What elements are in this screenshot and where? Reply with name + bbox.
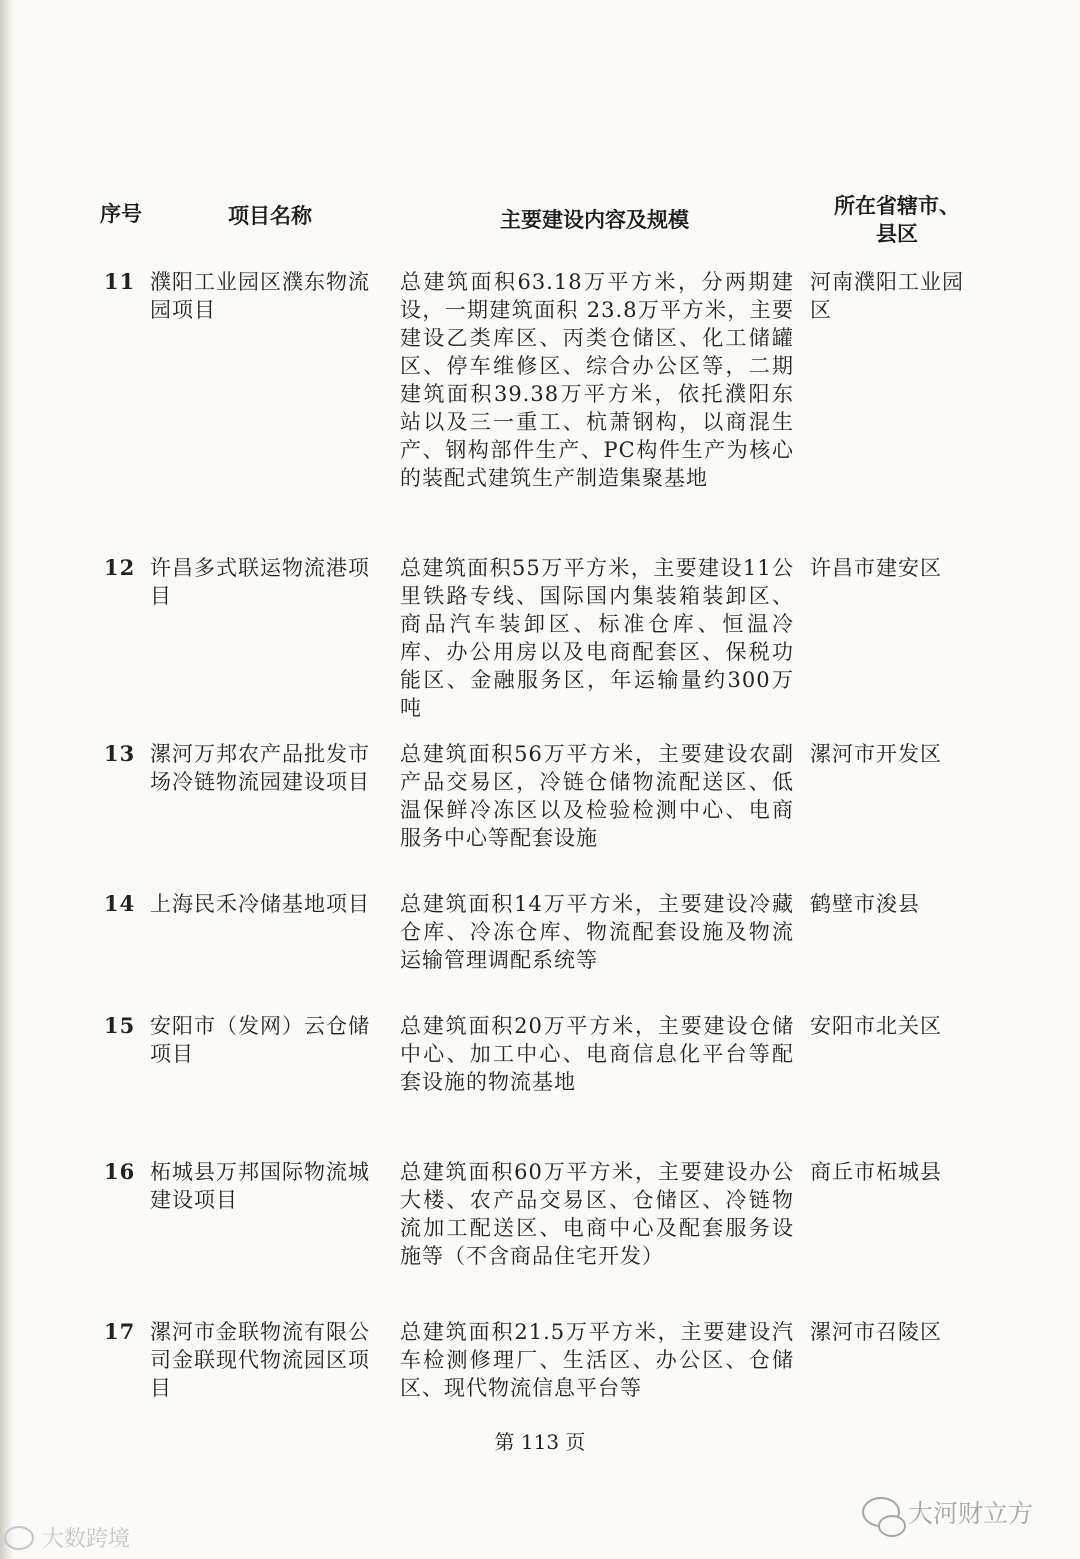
row-content: 总建筑面积63.18万平方米，分两期建设，一期建筑面积 23.8万平方米，主要建设乙类库区、丙类仓储区、化工储罐区、停车维修区、综合办公区等，二期建筑面积39.38万平方米，依托濮阳东站以及三一重工、杭萧钢构，以商混生产、钢构部件生产、PC构件生产为核心的装配式建筑生产制造集聚基地 xyxy=(400,270,794,490)
row-project-name: 上海民禾冷储基地项目 xyxy=(150,892,370,916)
watermark-right xyxy=(862,1494,1033,1530)
row-location: 鹤壁市浚县 xyxy=(810,892,920,916)
row-seq: 16 xyxy=(104,1159,136,1184)
row-content: 总建筑面积60万平方米，主要建设办公大楼、农产品交易区、仓储区、冷链物流加工配送区、电商中心及配套服务设施等（不含商品住宅开发） xyxy=(400,1160,794,1268)
row-seq: 14 xyxy=(104,891,136,916)
row-project-name: 许昌多式联运物流港项目 xyxy=(150,556,370,608)
watermark-right-text: 大河财立方 xyxy=(908,1499,1034,1528)
page-number: 第 113 页 xyxy=(494,1430,586,1454)
row-seq: 12 xyxy=(104,555,136,580)
row-location: 安阳市北关区 xyxy=(810,1014,942,1038)
row-project-name: 漯河万邦农产品批发市场冷链物流园建设项目 xyxy=(150,742,370,794)
row-location: 河南濮阳工业园区 xyxy=(810,270,964,322)
row-content: 总建筑面积20万平方米，主要建设仓储中心、加工中心、电商信息化平台等配套设施的物流基地 xyxy=(400,1014,794,1094)
row-seq: 15 xyxy=(104,1013,136,1038)
row-seq: 17 xyxy=(104,1319,136,1344)
row-project-name: 濮阳工业园区濮东物流园项目 xyxy=(150,270,370,322)
row-content: 总建筑面积56万平方米，主要建设农副产品交易区，冷链仓储物流配送区、低温保鲜冷冻区以及检验检测中心、电商服务中心等配套设施 xyxy=(400,742,794,850)
row-project-name: 安阳市（发网）云仓储项目 xyxy=(150,1014,370,1066)
watermark-left-text: 大数跨境 xyxy=(42,1527,131,1552)
header-location-line1: 所在省辖市、 xyxy=(834,194,960,218)
row-location: 漯河市召陵区 xyxy=(810,1320,942,1344)
header-location xyxy=(832,192,962,248)
header-content: 主要建设内容及规模 xyxy=(500,208,689,232)
header-project-name: 项目名称 xyxy=(228,204,312,228)
row-content: 总建筑面积55万平方米，主要建设11公里铁路专线、国际国内集装箱装卸区、商品汽车装卸区、标准仓库、恒温冷库、办公用房以及电商配套区、保税功能区、金融服务区，年运输量约300万吨 xyxy=(400,556,794,720)
brand-logo-icon xyxy=(4,1526,34,1550)
row-location: 漯河市开发区 xyxy=(810,742,942,766)
row-location: 商丘市柘城县 xyxy=(810,1160,942,1184)
row-seq: 11 xyxy=(104,269,136,294)
watermark-left xyxy=(4,1522,130,1553)
page-scan-edge xyxy=(0,0,14,1559)
row-content: 总建筑面积21.5万平方米，主要建设汽车检测修理厂、生活区、办公区、仓储区、现代物流信息平台等 xyxy=(400,1320,794,1400)
header-seq: 序号 xyxy=(100,202,142,226)
row-seq: 13 xyxy=(104,741,136,766)
row-project-name: 漯河市金联物流有限公司金联现代物流园区项目 xyxy=(150,1320,370,1400)
row-project-name: 柘城县万邦国际物流城建设项目 xyxy=(150,1160,370,1212)
wechat-icon xyxy=(862,1497,900,1527)
header-location-line2: 县区 xyxy=(876,222,918,246)
row-content: 总建筑面积14万平方米，主要建设冷藏仓库、冷冻仓库、物流配套设施及物流运输管理调配系统等 xyxy=(400,892,794,972)
row-location: 许昌市建安区 xyxy=(810,556,942,580)
